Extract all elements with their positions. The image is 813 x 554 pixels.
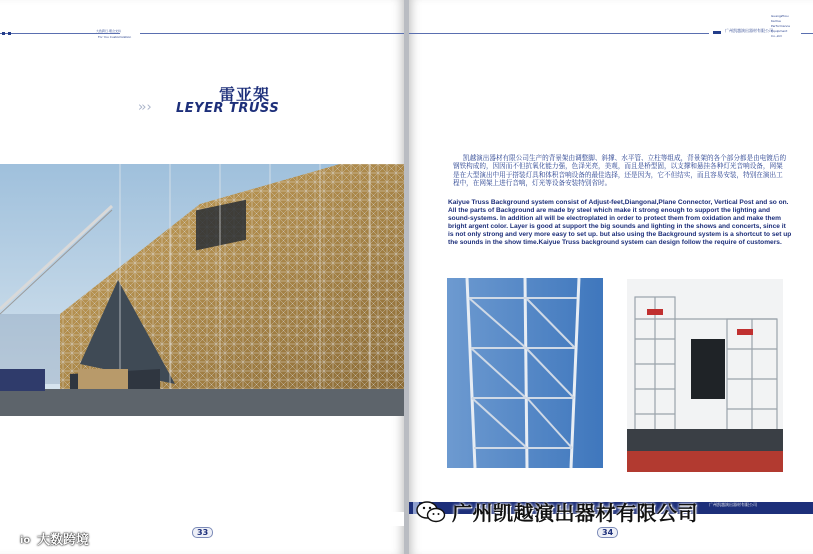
page-number: 34 <box>597 527 618 538</box>
footer-company-cn: 广州凯越演出器材有限公司 <box>709 502 757 507</box>
body-text-en: Kaiyue Truss Background system consist of Adjust-feet,Diangonal,Plane Connector, Vertical Post and so on. All the parts of Background are made by steel which make it strong enough to support the lighting and sound-systems. In addition all will be electroplated in order to protect them from oxidation and make them bright argent color. Layer is good at support the big sounds and lighting in the shows and concerts, since it is not only strong and very more easy to set up. but also using the Background system is a shortcut to set up the sounds in the show time.Kaiyue Truss background system can design follow the require of customers. <box>448 199 792 246</box>
wechat-icon <box>416 500 446 524</box>
left-watermark-text: 大数跨境 <box>37 533 90 548</box>
header-rule <box>409 33 709 34</box>
page-number: 33 <box>192 527 213 538</box>
header-dot <box>713 31 721 34</box>
right-watermark-text: 广州凯越演出器材有限公司 <box>452 501 698 525</box>
header-dot <box>8 32 11 35</box>
title-cn: 雷亚架 <box>219 85 271 104</box>
right-watermark <box>416 497 698 526</box>
header-cn: 大致跨行·理念支持 <box>96 29 121 33</box>
stage-truss-photo <box>0 164 404 416</box>
header-dot <box>2 32 5 35</box>
left-watermark <box>8 529 89 548</box>
left-page <box>0 0 404 554</box>
svg-text:io: io <box>20 534 31 546</box>
left-footer-bar <box>0 512 404 526</box>
header-en: For You Customization <box>98 35 132 39</box>
header-company-cn: 广州凯越演出器材有限公司 <box>725 28 773 33</box>
title-en: LEYER TRUSS <box>176 101 280 116</box>
body-text-cn: 凯越演出器材有限公司生产的背景架由调整脚、斜撑、水平管、立柱等组成，背景架的各个部分都是由电镀后的钢铁构成的，因因而不但抗氧化能力强，色泽光亮，美观，而且是桥型固，以支撑和悬挂各种灯光音响设备，网架是在大型演出中用于搭装灯具和体积音响设备的最佳选择，还是因为，它不但结实，而且容易安装，特别在演出工程中，在网架上进行音响，灯光等设备安装特别省时。 <box>453 154 787 188</box>
brand-logo-icon <box>8 531 34 547</box>
header-rule <box>801 33 813 34</box>
header-rule <box>0 33 120 34</box>
header-company-en: GuangZhou KaiYue Performance Equipment Co.,Ltd <box>771 14 791 38</box>
truss-closeup-photo <box>447 278 603 468</box>
header-rule <box>140 33 404 34</box>
stage-speaker-truss-photo <box>627 279 783 472</box>
chevron-arrows-icon: ›› › <box>138 100 150 115</box>
right-page <box>409 0 813 554</box>
